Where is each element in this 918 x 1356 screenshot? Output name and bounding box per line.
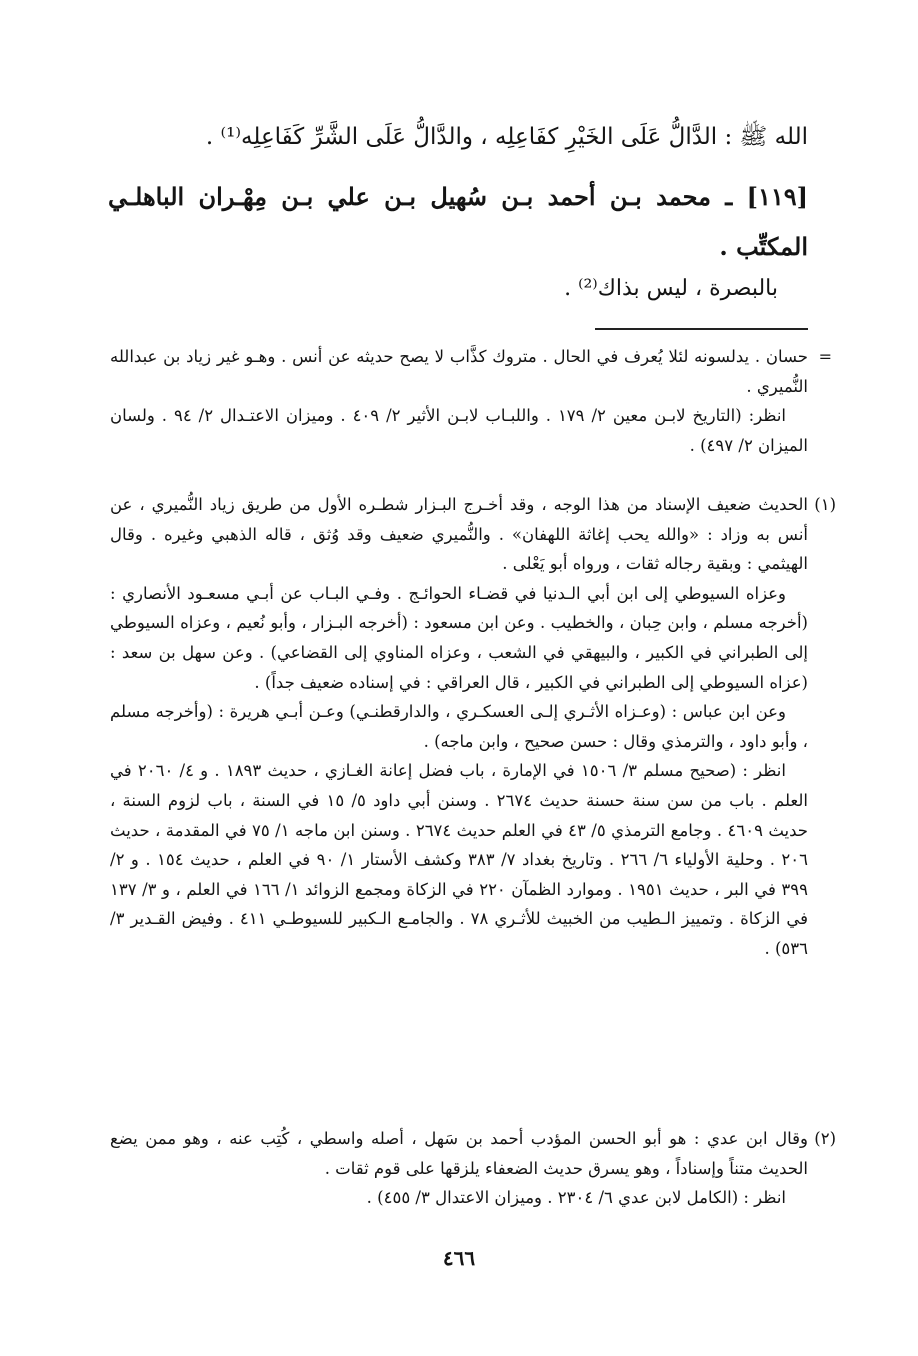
continuation-text: حسان . يدلسونه لئلا يُعرف في الحال . متروك كذَّاب لا يصح حديثه عن أنس . وهـو غير زياد بن عبدالله النُّميري . [110, 347, 808, 396]
main-text-line-1: الله ﷺ : الدَّالُّ عَلَى الخَيْرِ كفَاعِلِه ، والدَّالُّ عَلَى الشَّرِّ كَفَاعِلِه⁽¹⁾ . [205, 124, 808, 150]
footnote-1-references: انظر : (صحيح مسلم ٣/ ١٥٠٦ في الإمارة ، باب فضل إعانة الغـازي ، حديث ١٨٩٣ . و ٤/ ٢٠٦٠ في العلم . باب من سن سنة حسنة حديث ٢٦٧٤ . وسنن أبي داود ٥/ ١٥ في السنة ، باب لزوم السنة ، حديث ٤٦٠٩ . وجامع الترمذي ٥/ ٤٣ في العلم حديث ٢٦٧٤ . وسنن ابن ماجه ١/ ٧٥ في المقدمة ، حديث ٢٠٦ . وحلية الأولياء ٦/ ٢٦٦ . وتاريخ بغداد ٧/ ٣٨٣ وكشف الأستار ١/ ٩٠ في العلم ، حديث ١٥٤ . و ٢/ ٣٩٩ في البر ، حديث ١٩٥١ . وموارد الظمآن ٢٢٠ في الزكاة ومجمع الزوائد ١/ ١٦٦ في العلم ، و ٣/ ١٣٧ في الزكاة . وتمييز الـطيب من الخبيث للأثـري ٧٨ . والجامـع الـكبير للسيوطـي ٤١١ . وفيض القـدير ٣/ ٥٣٦) . [110, 761, 809, 958]
footnote-2 [110, 1124, 836, 1213]
footnote-separator [595, 328, 808, 330]
page-number: ٤٦٦ [442, 1246, 476, 1270]
main-text-line-3: بالبصرة ، ليس بذاك⁽²⁾ . [564, 276, 778, 301]
footnote-1 [110, 490, 836, 964]
footnote-2-paragraph: وقال ابن عدي : هو أبو الحسن المؤدب أحمد بن سَهل ، أصله واسطي ، كُتِب عنه ، وهو ممن يضع الحديث متناً وإسناداً ، وهو يسرق حديث الضعفاء يلزقها على قوم ثقات . [110, 1129, 808, 1178]
footnote-2-number: (٢) [814, 1129, 836, 1148]
footnote-2-references: انظر : (الكامل لابن عدي ٦/ ٢٣٠٤ . وميزان الاعتدال ٣/ ٤٥٥) . [366, 1188, 786, 1208]
footnote-1-paragraph-3: وعن ابن عباس : (وعـزاه الأثـري إلـى العسكـري ، والدارقطنـي) وعـن أبـي هريرة : (وأخرجه مسلم ، وأبو داود ، والترمذي وقال : حسن صحيح ، وابن ماجه) . [110, 702, 808, 751]
footnote-1-paragraph-1: الحديث ضعيف الإسناد من هذا الوجه ، وقد أخـرج البـزار شطـره الأول من طريق زياد النُّميري ، عن أنس به وزاد : «والله يحب إغاثة اللهفان» . والنُّميري ضعيف وقد وُثق ، قاله الذهبي وغيره . وقال الهيثمي : وبقية رجاله ثقات ، ورواه أبو يَعْلى . [110, 495, 808, 574]
footnote-1-number: (١) [814, 495, 836, 514]
continuation-marker: = [818, 347, 832, 366]
footnote-continuation [110, 342, 832, 460]
footnote-1-paragraph-2: وعزاه السيوطي إلى ابن أبي الـدنيا في قضـاء الحوائـج . وفـي البـاب عن أبـي مسعـود الأنصاري : (أخرجه مسلم ، وابن حِبان ، والخطيب . وعن ابن مسعود : (أخرجه البـزار ، وأبو نُعيم ، وعزاه السيوطي إلى الطبراني في الكبير ، والبيهقي في الشعب ، وعزاه المناوي إلى القضاعي) . وعن سهل بن سعد : (عزاه السيوطي إلى الطبراني في الكبير ، قال العراقي : في إسناده ضعيف جداً) . [110, 583, 808, 692]
continuation-references: انظر: (التاريخ لابـن معين ٢/ ١٧٩ . واللبـاب لابـن الأثير ٢/ ٤٠٩ . وميزان الاعتـدال ٢/ ٩٤ . ولسان الميزان ٢/ ٤٩٧) . [110, 406, 808, 455]
entry-heading: [١١٩] ـ محمد بـن أحمد بـن سُهيل بـن علي بـن مِهْـران الباهلـي المكتِّب . [108, 182, 808, 261]
